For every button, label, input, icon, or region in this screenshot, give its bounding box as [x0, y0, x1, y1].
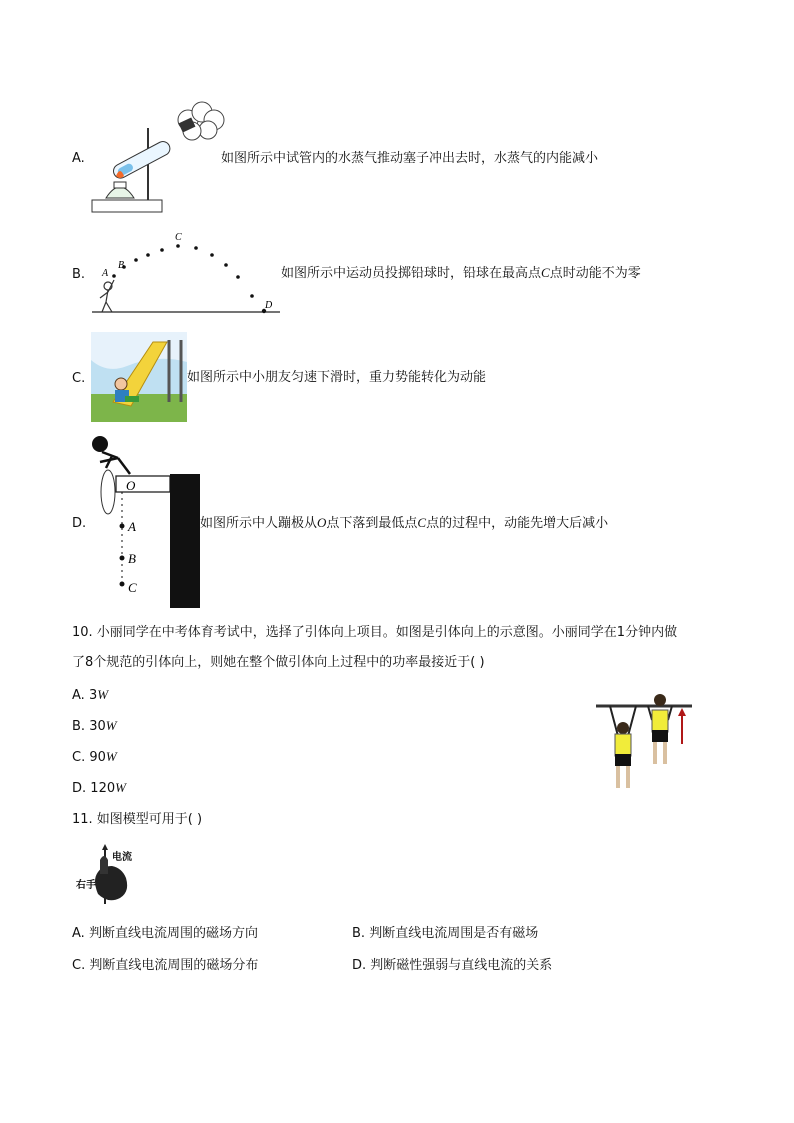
- label-d: D: [265, 300, 273, 311]
- shot-put-trajectory-figure: [92, 228, 282, 316]
- option-a-letter: A.: [72, 151, 85, 166]
- right-hand-rule-figure: [76, 844, 136, 908]
- q11-option-d: D. 判断磁性强弱与直线电流的关系: [352, 958, 553, 973]
- label-o: O: [126, 478, 136, 493]
- q11-option-a: A. 判断直线电流周围的磁场方向: [72, 926, 258, 941]
- q10-option-a: A. 3W: [72, 687, 109, 703]
- q10-stem-line2: 了8个规范的引体向上，则她在整个做引体向上过程中的功率最接近于( ): [72, 655, 485, 670]
- slide-child-figure: [91, 332, 187, 422]
- q10-option-c: C. 90W: [72, 749, 117, 765]
- q11-option-c: C. 判断直线电流周围的磁场分布: [72, 958, 259, 973]
- option-d-text: 如图所示中人蹦极从O点下落到最低点C点的过程中，动能先增大后减小: [200, 515, 609, 531]
- option-b-text: 如图所示中运动员投掷铅球时，铅球在最高点C点时动能不为零: [281, 265, 641, 281]
- current-label: 电流: [112, 852, 132, 863]
- q11-stem: 11. 如图模型可用于( ): [72, 812, 203, 827]
- option-c-letter: C.: [72, 371, 86, 386]
- bungee-jump-figure: [88, 434, 202, 610]
- label-c: C: [175, 232, 182, 243]
- q10-option-b: B. 30W: [72, 718, 117, 734]
- option-a-text: 如图所示中试管内的水蒸气推动塞子冲出去时，水蒸气的内能减小: [221, 151, 599, 166]
- test-tube-steam-figure: [88, 98, 228, 218]
- q11-option-b: B. 判断直线电流周围是否有磁场: [352, 926, 539, 941]
- option-d-letter: D.: [72, 516, 87, 531]
- option-b-letter: B.: [72, 267, 86, 282]
- option-c-text: 如图所示中小朋友匀速下滑时，重力势能转化为动能: [187, 370, 487, 385]
- label-c-d: C: [128, 580, 137, 595]
- q10-option-d: D. 120W: [72, 780, 126, 796]
- pull-up-figure: [596, 690, 696, 796]
- label-b-d: B: [128, 551, 136, 566]
- label-a-d: A: [128, 519, 136, 534]
- label-b: B: [118, 260, 125, 271]
- label-a: A: [102, 268, 109, 279]
- right-hand-label: 右手: [76, 880, 96, 891]
- q10-stem-line1: 10. 小丽同学在中考体育考试中，选择了引体向上项目。如图是引体向上的示意图。小丽同学在1分钟内做: [72, 625, 678, 640]
